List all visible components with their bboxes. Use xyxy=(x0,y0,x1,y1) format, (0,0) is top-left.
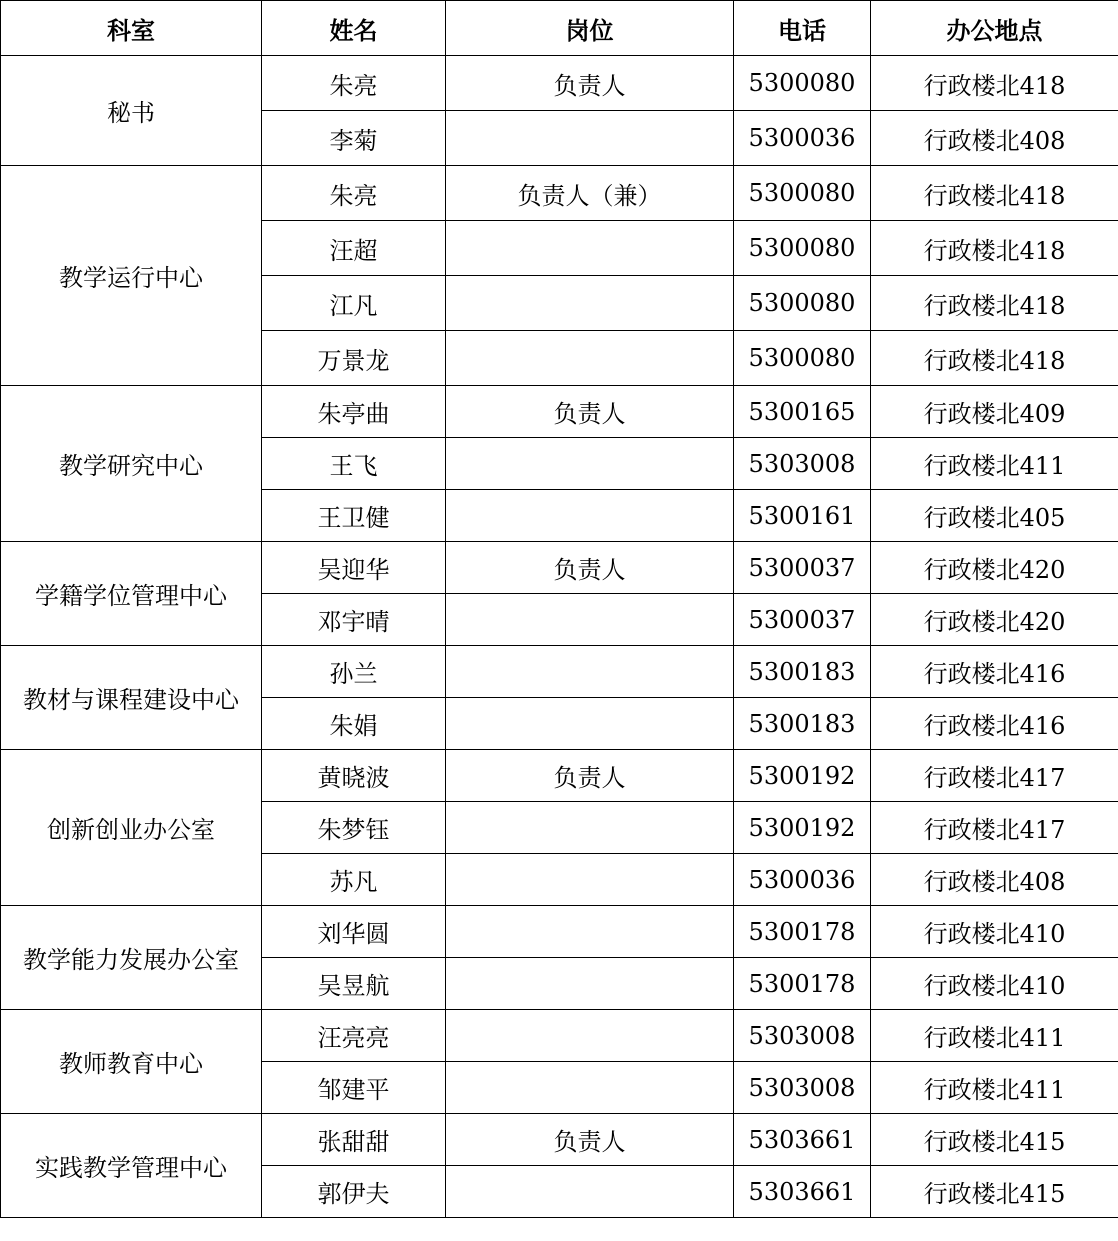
name-cell: 黄晓波 xyxy=(262,750,446,802)
role-cell xyxy=(446,1166,734,1218)
role-cell xyxy=(446,594,734,646)
header-row xyxy=(1,1,1118,56)
role-cell xyxy=(446,906,734,958)
phone-cell: 5300080 xyxy=(734,166,871,221)
phone-cell: 5300178 xyxy=(734,958,871,1010)
dept-cell: 教师教育中心 xyxy=(1,1010,262,1114)
name-cell: 朱亮 xyxy=(262,56,446,111)
role-cell xyxy=(446,698,734,750)
dept-cell: 教学能力发展办公室 xyxy=(1,906,262,1010)
phone-cell: 5300161 xyxy=(734,490,871,542)
table-body xyxy=(1,56,1118,1218)
office-cell: 行政楼北420 xyxy=(871,594,1118,646)
office-cell: 行政楼北417 xyxy=(871,802,1118,854)
dept-cell: 教学研究中心 xyxy=(1,386,262,542)
office-cell: 行政楼北408 xyxy=(871,111,1118,166)
name-cell: 江凡 xyxy=(262,276,446,331)
dept-cell: 教学运行中心 xyxy=(1,166,262,386)
header-dept: 科室 xyxy=(1,1,262,56)
header-name: 姓名 xyxy=(262,1,446,56)
name-cell: 朱娟 xyxy=(262,698,446,750)
role-cell xyxy=(446,1062,734,1114)
role-cell xyxy=(446,490,734,542)
name-cell: 邓宇晴 xyxy=(262,594,446,646)
name-cell: 刘华圆 xyxy=(262,906,446,958)
name-cell: 苏凡 xyxy=(262,854,446,906)
role-cell: 负责人 xyxy=(446,1114,734,1166)
office-cell: 行政楼北420 xyxy=(871,542,1118,594)
role-cell: 负责人 xyxy=(446,386,734,438)
name-cell: 邹建平 xyxy=(262,1062,446,1114)
header-role: 岗位 xyxy=(446,1,734,56)
table-row xyxy=(1,1114,1118,1166)
role-cell xyxy=(446,331,734,386)
role-cell: 负责人（兼） xyxy=(446,166,734,221)
name-cell: 王卫健 xyxy=(262,490,446,542)
phone-cell: 5300165 xyxy=(734,386,871,438)
office-cell: 行政楼北418 xyxy=(871,331,1118,386)
name-cell: 张甜甜 xyxy=(262,1114,446,1166)
role-cell: 负责人 xyxy=(446,750,734,802)
name-cell: 朱梦钰 xyxy=(262,802,446,854)
role-cell xyxy=(446,438,734,490)
phone-cell: 5303008 xyxy=(734,1062,871,1114)
dept-cell: 教材与课程建设中心 xyxy=(1,646,262,750)
phone-cell: 5300080 xyxy=(734,56,871,111)
phone-cell: 5300183 xyxy=(734,646,871,698)
dept-cell: 实践教学管理中心 xyxy=(1,1114,262,1218)
phone-cell: 5300192 xyxy=(734,802,871,854)
office-cell: 行政楼北418 xyxy=(871,166,1118,221)
table-row xyxy=(1,1010,1118,1062)
name-cell: 李菊 xyxy=(262,111,446,166)
phone-cell: 5300178 xyxy=(734,906,871,958)
phone-cell: 5303661 xyxy=(734,1166,871,1218)
phone-cell: 5300080 xyxy=(734,221,871,276)
office-cell: 行政楼北418 xyxy=(871,276,1118,331)
name-cell: 汪亮亮 xyxy=(262,1010,446,1062)
office-cell: 行政楼北410 xyxy=(871,958,1118,1010)
table-row xyxy=(1,56,1118,111)
role-cell xyxy=(446,1010,734,1062)
office-cell: 行政楼北410 xyxy=(871,906,1118,958)
office-cell: 行政楼北405 xyxy=(871,490,1118,542)
office-cell: 行政楼北409 xyxy=(871,386,1118,438)
office-cell: 行政楼北418 xyxy=(871,221,1118,276)
role-cell xyxy=(446,646,734,698)
name-cell: 汪超 xyxy=(262,221,446,276)
role-cell: 负责人 xyxy=(446,56,734,111)
table-row xyxy=(1,750,1118,802)
office-cell: 行政楼北416 xyxy=(871,646,1118,698)
role-cell xyxy=(446,276,734,331)
office-cell: 行政楼北417 xyxy=(871,750,1118,802)
office-cell: 行政楼北411 xyxy=(871,438,1118,490)
phone-cell: 5303008 xyxy=(734,438,871,490)
role-cell xyxy=(446,111,734,166)
dept-cell: 学籍学位管理中心 xyxy=(1,542,262,646)
phone-cell: 5300192 xyxy=(734,750,871,802)
phone-cell: 5300036 xyxy=(734,111,871,166)
name-cell: 孙兰 xyxy=(262,646,446,698)
table-row xyxy=(1,386,1118,438)
table-row xyxy=(1,646,1118,698)
phone-cell: 5300080 xyxy=(734,331,871,386)
phone-cell: 5300080 xyxy=(734,276,871,331)
name-cell: 王飞 xyxy=(262,438,446,490)
role-cell xyxy=(446,221,734,276)
name-cell: 朱亭曲 xyxy=(262,386,446,438)
phone-cell: 5303661 xyxy=(734,1114,871,1166)
header-phone: 电话 xyxy=(734,1,871,56)
phone-cell: 5300037 xyxy=(734,594,871,646)
phone-cell: 5300037 xyxy=(734,542,871,594)
name-cell: 万景龙 xyxy=(262,331,446,386)
role-cell: 负责人 xyxy=(446,542,734,594)
phone-cell: 5303008 xyxy=(734,1010,871,1062)
office-cell: 行政楼北408 xyxy=(871,854,1118,906)
office-cell: 行政楼北415 xyxy=(871,1114,1118,1166)
phone-cell: 5300036 xyxy=(734,854,871,906)
name-cell: 朱亮 xyxy=(262,166,446,221)
name-cell: 吴迎华 xyxy=(262,542,446,594)
name-cell: 吴昱航 xyxy=(262,958,446,1010)
dept-cell: 创新创业办公室 xyxy=(1,750,262,906)
office-cell: 行政楼北411 xyxy=(871,1010,1118,1062)
header-office: 办公地点 xyxy=(871,1,1118,56)
table-row xyxy=(1,542,1118,594)
office-cell: 行政楼北415 xyxy=(871,1166,1118,1218)
phone-cell: 5300183 xyxy=(734,698,871,750)
office-cell: 行政楼北411 xyxy=(871,1062,1118,1114)
office-cell: 行政楼北416 xyxy=(871,698,1118,750)
role-cell xyxy=(446,854,734,906)
table-row xyxy=(1,166,1118,221)
role-cell xyxy=(446,802,734,854)
dept-cell: 秘书 xyxy=(1,56,262,166)
table-row xyxy=(1,906,1118,958)
office-cell: 行政楼北418 xyxy=(871,56,1118,111)
role-cell xyxy=(446,958,734,1010)
name-cell: 郭伊夫 xyxy=(262,1166,446,1218)
